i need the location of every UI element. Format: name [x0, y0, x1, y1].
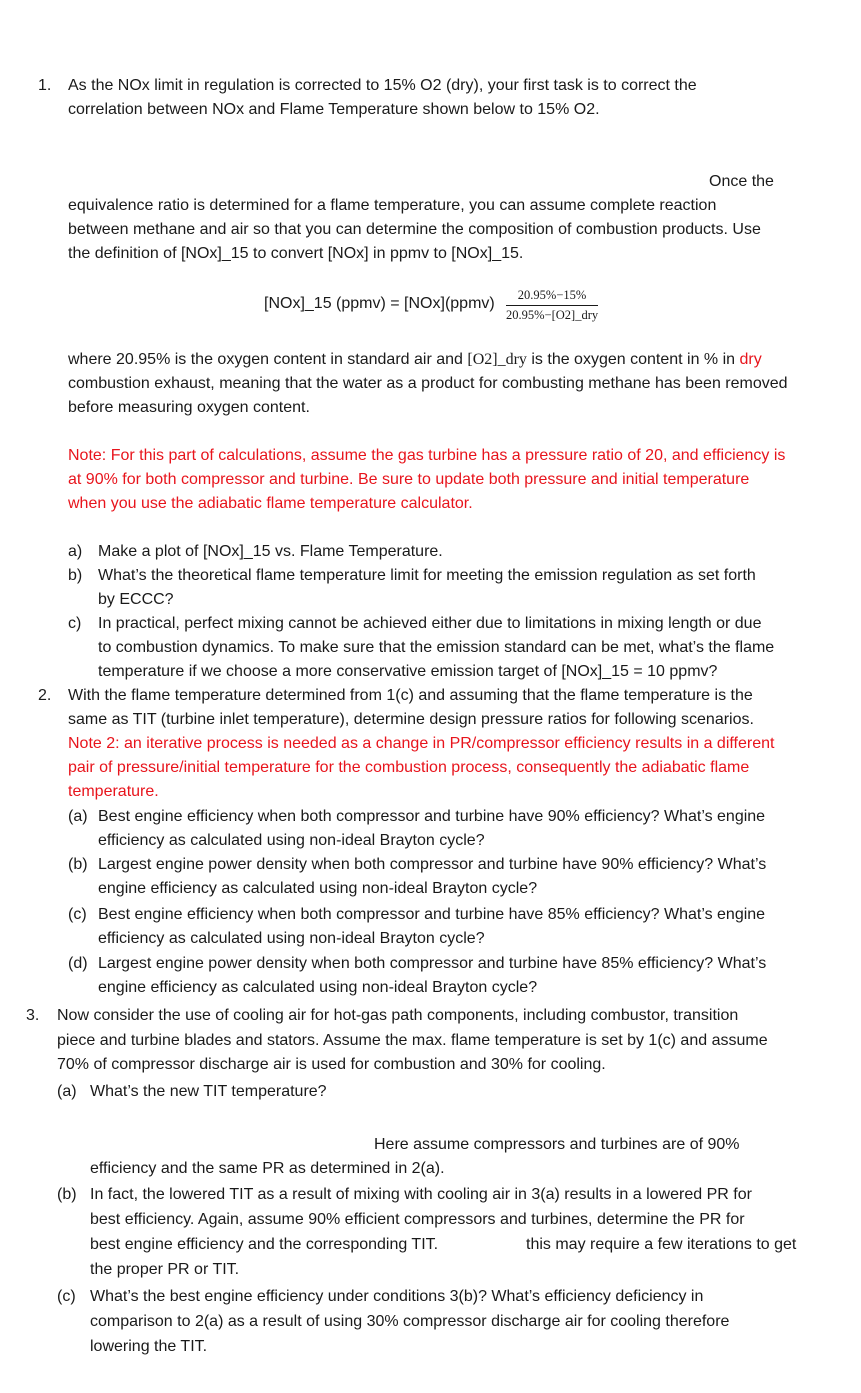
q2a-line-1: Best engine efficiency when both compressor and turbine have 90% efficiency? What’s engine — [98, 808, 766, 825]
q2c-line-2: efficiency as calculated using non-ideal Brayton cycle? — [98, 930, 485, 947]
q3c-line-2: comparison to 2(a) as a result of using 30% compressor discharge air for cooling therefore — [90, 1313, 730, 1330]
q2-note-line-3: temperature. — [68, 783, 159, 800]
q3-line-1: Now consider the use of cooling air for hot-gas path components, including combustor, transition — [57, 1007, 739, 1024]
equation-numerator: 20.95%−15% — [517, 288, 587, 302]
q2a-line-2: efficiency as calculated using non-ideal Brayton cycle? — [98, 832, 485, 849]
q3c-line-3: lowering the TIT. — [90, 1338, 208, 1355]
q3a-label: (a) — [57, 1083, 77, 1100]
q3-line-2: piece and turbine blades and stators. Assume the max. flame temperature is set by 1(c) and assume — [57, 1032, 768, 1049]
q1-line-6: the definition of [NOx]_15 to convert [NOx] in ppmv to [NOx]_15. — [68, 245, 524, 262]
q2c-line-1: Best engine efficiency when both compressor and turbine have 85% efficiency? What’s engine — [98, 906, 766, 923]
q1b-label: b) — [68, 567, 83, 584]
where-text-c: is the oxygen content in % in — [526, 351, 740, 368]
q3b-label: (b) — [57, 1186, 77, 1203]
where-line-1 — [68, 348, 762, 372]
q3b-line-3a: best engine efficiency and the corresponding TIT. — [90, 1236, 439, 1253]
q1-line-5: between methane and air so that you can determine the composition of combustion products. Use — [68, 221, 761, 238]
q1c-label: c) — [68, 615, 82, 632]
q2d-line-1: Largest engine power density when both compressor and turbine have 85% efficiency? What’s — [98, 955, 767, 972]
where-line-2: combustion exhaust, meaning that the water as a product for combusting methane has been removed — [68, 375, 788, 392]
q3b-line-2: best efficiency. Again, assume 90% efficient compressors and turbines, determine the PR for — [90, 1211, 745, 1228]
equation-denominator: 20.95%−[O2]_dry — [506, 308, 599, 322]
q1-number: 1. — [38, 77, 52, 94]
q1b-line-1: What’s the theoretical flame temperature limit for meeting the emission regulation as set forth — [98, 567, 756, 584]
q2d-line-2: engine efficiency as calculated using non-ideal Brayton cycle? — [98, 979, 538, 996]
note-line-1: Note: For this part of calculations, assume the gas turbine has a pressure ratio of 20, and efficiency is — [68, 447, 786, 464]
q1-line-2: correlation between NOx and Flame Temperature shown below to 15% O2. — [68, 101, 600, 118]
q1a-label: a) — [68, 543, 83, 560]
q1-line-4: equivalence ratio is determined for a flame temperature, you can assume complete reaction — [68, 197, 717, 214]
q1c-line-3: temperature if we choose a more conservative emission target of [NOx]_15 = 10 ppmv? — [98, 663, 718, 680]
q3c-line-1: What’s the best engine efficiency under conditions 3(b)? What’s efficiency deficiency in — [90, 1288, 704, 1305]
q3b-line-4: the proper PR or TIT. — [90, 1261, 240, 1278]
q1b-line-2: by ECCC? — [98, 591, 174, 608]
q1c-line-1: In practical, perfect mixing cannot be achieved either due to limitations in mixing length or due — [98, 615, 762, 632]
q2a-label: (a) — [68, 808, 88, 825]
q2-note-line-2: pair of pressure/initial temperature for the combustion process, consequently the adiabatic flame — [68, 759, 750, 776]
q2-number: 2. — [38, 687, 52, 704]
q3b-line-1: In fact, the lowered TIT as a result of mixing with cooling air in 3(a) results in a lowered PR for — [90, 1186, 752, 1203]
q1c-line-2: to combustion dynamics. To make sure that the emission standard can be met, what’s the flame — [98, 639, 775, 656]
dry-highlight: dry — [739, 351, 762, 368]
q3a-line-1: What’s the new TIT temperature? — [90, 1083, 327, 1100]
q3a-line-2: Here assume compressors and turbines are of 90% — [374, 1136, 740, 1153]
q1-line-1: As the NOx limit in regulation is corrected to 15% O2 (dry), your first task is to correct the — [68, 77, 697, 94]
q3c-label: (c) — [57, 1288, 76, 1305]
where-line-3: before measuring oxygen content. — [68, 399, 310, 416]
q1-line-3: Once the — [709, 173, 774, 190]
note-line-2: at 90% for both compressor and turbine. Be sure to update both pressure and initial temperature — [68, 471, 750, 488]
q2b-line-2: engine efficiency as calculated using non-ideal Brayton cycle? — [98, 880, 538, 897]
q2-note-line-1: Note 2: an iterative process is needed as a change in PR/compressor efficiency results in a different — [68, 735, 775, 752]
q3a-line-3: efficiency and the same PR as determined in 2(a). — [90, 1160, 445, 1177]
q2b-label: (b) — [68, 856, 88, 873]
where-text-a: where 20.95% is the oxygen content in standard air and — [68, 351, 468, 368]
equation-fraction — [506, 288, 598, 323]
q3b-line-3b: this may require a few iterations to get — [526, 1236, 797, 1253]
q2-line-1: With the flame temperature determined from 1(c) and assuming that the flame temperature is the — [68, 687, 753, 704]
q3-number: 3. — [26, 1007, 40, 1024]
q2c-label: (c) — [68, 906, 87, 923]
q2b-line-1: Largest engine power density when both compressor and turbine have 90% efficiency? What’s — [98, 856, 767, 873]
q1a-line-1: Make a plot of [NOx]_15 vs. Flame Temperature. — [98, 543, 443, 560]
equation-lhs: [NOx]_15 (ppmv) = [NOx](ppmv) — [264, 295, 495, 312]
o2-dry-symbol: [O2]_dry — [467, 351, 527, 368]
q2d-label: (d) — [68, 955, 88, 972]
note-line-3: when you use the adiabatic flame temperature calculator. — [68, 495, 473, 512]
q2-line-2: same as TIT (turbine inlet temperature), determine design pressure ratios for following scenarios. — [68, 711, 754, 728]
q3-line-3: 70% of compressor discharge air is used for combustion and 30% for cooling. — [57, 1056, 606, 1073]
